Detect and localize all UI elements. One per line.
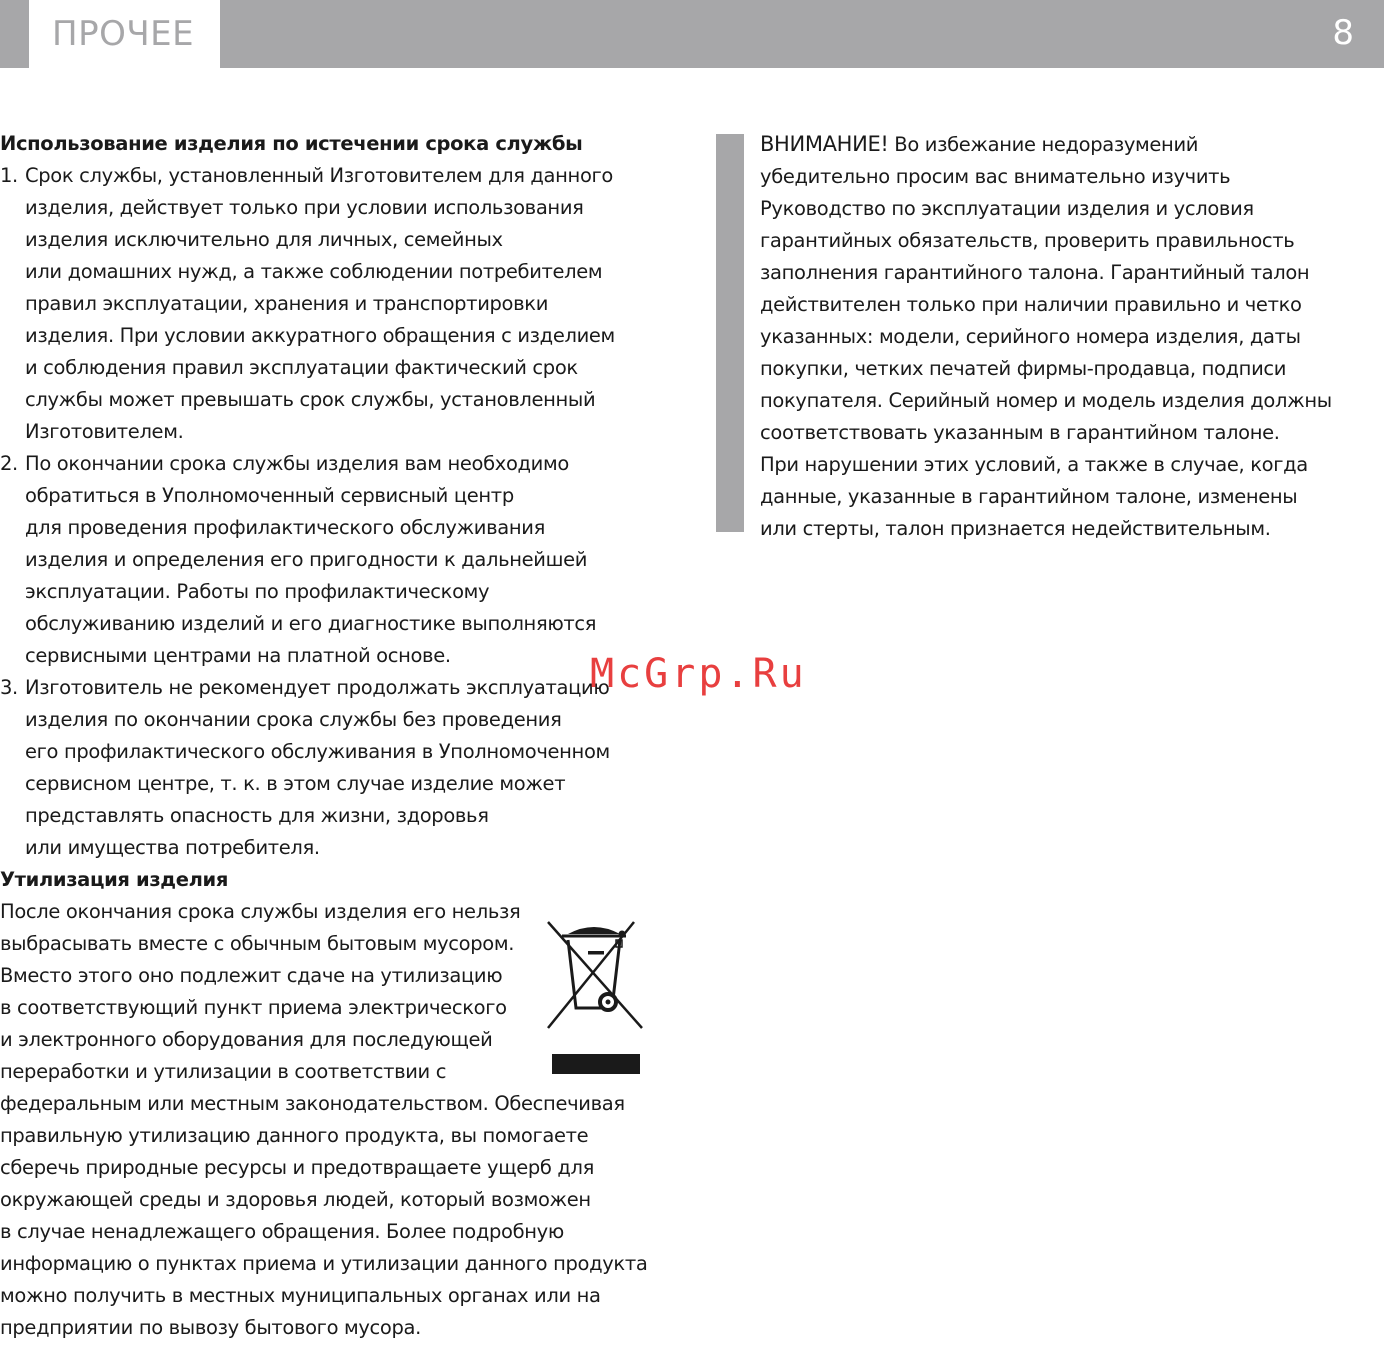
list-item-line: представлять опасность для жизни, здоровья — [25, 804, 489, 827]
disposal-line: Вместо этого оно подлежит сдаче на утилизацию — [0, 964, 503, 987]
notice-line: соответствовать указанным в гарантийном талоне. — [760, 421, 1280, 444]
page-number: 8 — [1332, 13, 1354, 53]
list-item — [0, 672, 680, 864]
numbered-list — [0, 160, 680, 864]
list-item-line: изделия исключительно для личных, семейных — [25, 228, 503, 251]
section-title: ПРОЧЕЕ — [52, 14, 195, 54]
list-item-line: его профилактического обслуживания в Уполномоченном — [25, 740, 610, 763]
notice-line: Руководство по эксплуатации изделия и условия — [760, 197, 1254, 220]
disposal-line: в случае ненадлежащего обращения. Более подробную — [0, 1220, 564, 1243]
attention-label: ВНИМАНИЕ! — [760, 132, 889, 156]
list-item-line: для проведения профилактического обслуживания — [25, 516, 545, 539]
list-item-number: 2. — [0, 452, 18, 475]
list-item-line: обратиться в Уполномоченный сервисный центр — [25, 484, 514, 507]
list-item-line: сервисными центрами на платной основе. — [25, 644, 451, 667]
list-item-line: Срок службы, установленный Изготовителем для данного — [25, 164, 614, 187]
left-column — [0, 128, 680, 1344]
list-item — [0, 160, 680, 448]
disposal-line: можно получить в местных муниципальных органах или на — [0, 1284, 601, 1307]
list-item-line: или имущества потребителя. — [25, 836, 320, 859]
disposal-line: и электронного оборудования для последующей — [0, 1028, 493, 1051]
notice-text — [760, 161, 1380, 545]
notice-first-line-text: Во избежание недоразумений — [888, 133, 1199, 156]
list-item-number: 3. — [0, 676, 18, 699]
notice-line: При нарушении этих условий, а также в случае, когда — [760, 453, 1308, 476]
list-item-line: и соблюдения правил эксплуатации фактический срок — [25, 356, 578, 379]
disposal-line: окружающей среды и здоровья людей, который возможен — [0, 1188, 591, 1211]
list-item-line: изделия, действует только при условии использования — [25, 196, 584, 219]
list-item-line: изделия по окончании срока службы без проведения — [25, 708, 562, 731]
disposal-line: федеральным или местным законодательством. Обеспечивая — [0, 1092, 625, 1115]
disposal-line: предприятии по вывозу бытового мусора. — [0, 1316, 421, 1339]
disposal-heading: Утилизация изделия — [0, 868, 228, 891]
watermark: McGrp.Ru — [590, 651, 807, 697]
warranty-notice — [760, 128, 1380, 545]
list-item-line: сервисном центре, т. к. в этом случае изделие может — [25, 772, 566, 795]
list-item-line: По окончании срока службы изделия вам необходимо — [25, 452, 569, 475]
notice-line: покупки, четких печатей фирмы-продавца, подписи — [760, 357, 1287, 380]
notice-bar — [716, 134, 744, 532]
notice-line: покупателя. Серийный номер и модель изделия должны — [760, 389, 1332, 412]
notice-line: указанных: модели, серийного номера изделия, даты — [760, 325, 1301, 348]
list-item-line: службы может превышать срок службы, установленный — [25, 388, 596, 411]
disposal-block — [0, 896, 680, 1344]
crossed-out-wheelie-bin-icon — [546, 920, 646, 1080]
list-item-line: или домашних нужд, а также соблюдении потребителем — [25, 260, 603, 283]
disposal-line: После окончания срока службы изделия его нельзя — [0, 900, 521, 923]
disposal-line: выбрасывать вместе с обычным бытовым мусором. — [0, 932, 515, 955]
disposal-line: информацию о пунктах приема и утилизации данного продукта — [0, 1252, 648, 1275]
notice-line: убедительно просим вас внимательно изучить — [760, 165, 1231, 188]
disposal-line: переработки и утилизации в соответствии с — [0, 1060, 447, 1083]
list-item-number: 1. — [0, 164, 18, 187]
notice-line: гарантийных обязательств, проверить правильность — [760, 229, 1295, 252]
disposal-line: правильную утилизацию данного продукта, вы помогаете — [0, 1124, 589, 1147]
list-item-line: Изготовителем. — [25, 420, 184, 443]
disposal-line: сберечь природные ресурсы и предотвращаете ущерб для — [0, 1156, 595, 1179]
notice-line: заполнения гарантийного талона. Гарантийный талон — [760, 261, 1310, 284]
service-life-heading: Использование изделия по истечении срока службы — [0, 132, 583, 155]
list-item-line: Изготовитель не рекомендует продолжать эксплуатацию — [25, 676, 610, 699]
list-item-line: эксплуатации. Работы по профилактическому — [25, 580, 490, 603]
disposal-line: в соответствующий пункт приема электрического — [0, 996, 507, 1019]
notice-line: или стерты, талон признается недействительным. — [760, 517, 1271, 540]
notice-first-line — [760, 128, 1380, 161]
list-item-line: изделия. При условии аккуратного обращения с изделием — [25, 324, 615, 347]
list-item-line: изделия и определения его пригодности к дальнейшей — [25, 548, 588, 571]
list-item-line: правил эксплуатации, хранения и транспортировки — [25, 292, 549, 315]
list-item-line: обслуживанию изделий и его диагностике выполняются — [25, 612, 597, 635]
notice-line: действителен только при наличии правильно и четко — [760, 293, 1302, 316]
list-item — [0, 448, 680, 672]
notice-line: данные, указанные в гарантийном талоне, изменены — [760, 485, 1298, 508]
